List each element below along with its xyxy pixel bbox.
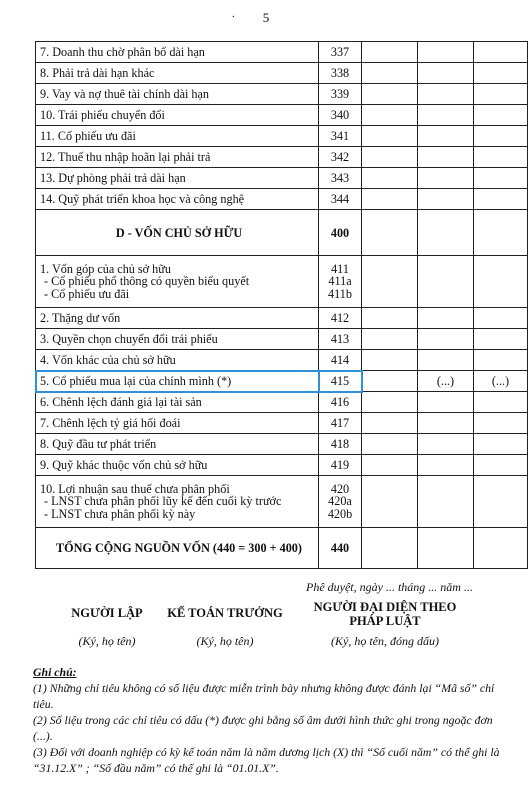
- row-end-value: [418, 126, 474, 147]
- table-row: [36, 42, 528, 63]
- row-label: [36, 210, 319, 256]
- table-row: [36, 434, 528, 455]
- balance-sheet-table: [35, 41, 528, 569]
- row-code: [319, 256, 362, 308]
- row-code: [319, 84, 362, 105]
- row-code: [319, 476, 362, 528]
- row-end-value: [418, 210, 474, 256]
- row-label: [36, 189, 319, 210]
- row-begin-value: [474, 413, 528, 434]
- table-row: [36, 350, 528, 371]
- table-row: [36, 308, 528, 329]
- row-label-text: 12. Thuế thu nhập hoãn lại phải trả: [40, 150, 211, 164]
- table-row: [36, 210, 528, 256]
- row-begin-value: [474, 126, 528, 147]
- row-label-text: 10. Lợi nhuận sau thuế chưa phân phối: [40, 481, 230, 496]
- row-begin-value: [474, 256, 528, 308]
- row-begin-value: [474, 189, 528, 210]
- row-code: [319, 147, 362, 168]
- row-begin-value: [474, 210, 528, 256]
- row-label: [36, 476, 319, 528]
- row-end-value: [418, 392, 474, 413]
- row-end-value: [418, 168, 474, 189]
- row-code-text: 411b: [328, 286, 352, 301]
- note-3: (3) Đối với doanh nghiệp có kỳ kế toán năm là năm dương lịch (X) thì “Số cuối năm” có thể ghi là “31.12.X” ; “Số đầu năm” có thể ghi là “01.01.X”.: [33, 745, 500, 775]
- row-label-text: 3. Quyền chọn chuyển đổi trái phiếu: [40, 332, 218, 346]
- row-label: [36, 371, 319, 392]
- row-code-text: 420b: [327, 506, 353, 521]
- row-code: [319, 350, 362, 371]
- row-end-value: [418, 476, 474, 528]
- row-begin-value: [474, 350, 528, 371]
- row-label: [36, 528, 319, 569]
- row-begin-value: [474, 392, 528, 413]
- row-code-text: 412: [330, 311, 350, 325]
- chief-accountant-title: KẾ TOÁN TRƯỞNG: [167, 606, 283, 620]
- row-code-text: 343: [330, 171, 350, 185]
- row-begin-value: [474, 528, 528, 569]
- row-code: [319, 63, 362, 84]
- row-code: [319, 413, 362, 434]
- row-label: [36, 84, 319, 105]
- table-row: [36, 189, 528, 210]
- row-begin-value: [474, 63, 528, 84]
- row-label-text: D - VỐN CHỦ SỞ HỮU: [115, 225, 243, 240]
- row-note-cell: [362, 476, 418, 528]
- row-begin-value: [474, 455, 528, 476]
- table-row: [36, 476, 528, 528]
- table-row: [36, 455, 528, 476]
- row-code-text: 418: [330, 437, 350, 451]
- row-code-text: 416: [330, 395, 350, 409]
- row-note-cell: [362, 42, 418, 63]
- row-end-value: (...): [418, 371, 474, 392]
- row-code: [319, 42, 362, 63]
- notes-section: [33, 664, 503, 776]
- row-note-cell: [362, 210, 418, 256]
- row-code-text: 339: [330, 87, 350, 101]
- row-label-text: 9. Vay và nợ thuê tài chính dài hạn: [40, 87, 210, 101]
- row-label: [36, 147, 319, 168]
- row-label-text: 7. Chênh lệch tỷ giá hối đoái: [40, 416, 181, 430]
- row-code-text: 337: [330, 45, 350, 59]
- row-note-cell: [362, 256, 418, 308]
- table-row: [36, 371, 528, 392]
- row-code: [319, 168, 362, 189]
- row-code: [319, 455, 362, 476]
- row-note-cell: [362, 84, 418, 105]
- row-note-cell: [362, 329, 418, 350]
- row-label: [36, 168, 319, 189]
- row-end-value: [418, 350, 474, 371]
- row-end-value: [418, 256, 474, 308]
- row-end-value: [418, 63, 474, 84]
- row-label: [36, 350, 319, 371]
- row-label: [36, 455, 319, 476]
- row-note-cell: [362, 392, 418, 413]
- row-label: [36, 329, 319, 350]
- row-code-text: 440: [330, 541, 350, 555]
- row-sublabel-text: - LNST chưa phân phối kỳ này: [44, 506, 196, 521]
- row-sublabel-text: - Cổ phiếu ưu đãi: [44, 286, 130, 301]
- table-row: [36, 329, 528, 350]
- row-label: [36, 256, 319, 308]
- row-end-value: [418, 329, 474, 350]
- row-note-cell: [362, 105, 418, 126]
- row-code: [319, 105, 362, 126]
- preparer-sign-note: (Ký, họ tên): [78, 634, 136, 648]
- row-end-value: [418, 413, 474, 434]
- row-begin-value: [474, 308, 528, 329]
- row-code-text: 417: [330, 416, 350, 430]
- row-code: [319, 528, 362, 569]
- page-number-text: 5: [262, 10, 270, 25]
- row-label: [36, 434, 319, 455]
- row-note-cell: [362, 434, 418, 455]
- row-code-text: 420: [330, 481, 350, 496]
- row-code: [319, 210, 362, 256]
- row-code-text: 413: [330, 332, 350, 346]
- row-label-text: 6. Chênh lệch đánh giá lại tài sản: [40, 395, 202, 409]
- table-row: [36, 256, 528, 308]
- row-label: [36, 105, 319, 126]
- row-end-value: [418, 147, 474, 168]
- note-1: (1) Những chỉ tiêu không có số liệu được miễn trình bày nhưng không được đánh lại “Mã số” chỉ tiêu.: [33, 681, 495, 711]
- row-label-text: 9. Quỹ khác thuộc vốn chủ sở hữu: [40, 458, 208, 472]
- row-note-cell: [362, 147, 418, 168]
- table-row: [36, 63, 528, 84]
- legal-representative-title: NGƯỜI ĐẠI DIỆN THEO PHÁP LUẬT: [313, 600, 457, 628]
- row-code: [319, 189, 362, 210]
- table-row: [36, 413, 528, 434]
- row-end-value: [418, 528, 474, 569]
- row-label-text: 2. Thặng dư vốn: [40, 311, 121, 325]
- approval-date: Phê duyệt, ngày ... tháng ... năm ...: [306, 580, 473, 594]
- row-note-cell: [362, 413, 418, 434]
- row-label-text: 13. Dự phòng phải trả dài hạn: [40, 171, 186, 185]
- row-code-text: 400: [330, 225, 350, 240]
- row-code-text: 411a: [328, 274, 352, 289]
- note-2: (2) Số liệu trong các chỉ tiêu có dấu (*) được ghi bằng số âm dưới hình thức ghi trong ngoặc đơn (...).: [33, 713, 493, 743]
- row-begin-value: [474, 147, 528, 168]
- row-label-text: 1. Vốn góp của chủ sở hữu: [40, 261, 171, 276]
- row-label: [36, 63, 319, 84]
- table-row: [36, 147, 528, 168]
- row-label-text: 14. Quỹ phát triển khoa học và công nghệ: [40, 192, 245, 206]
- row-label: [36, 308, 319, 329]
- row-begin-value: [474, 42, 528, 63]
- row-code-text: 344: [330, 192, 350, 206]
- row-code-text: 414: [330, 353, 350, 367]
- row-note-cell: [362, 371, 418, 392]
- row-code: [319, 434, 362, 455]
- row-code: [319, 371, 362, 392]
- row-label-text: 10. Trái phiếu chuyển đổi: [40, 108, 165, 122]
- row-end-value: [418, 434, 474, 455]
- row-code-text: 411: [331, 261, 349, 276]
- row-end-value: [418, 42, 474, 63]
- row-note-cell: [362, 168, 418, 189]
- row-note-cell: [362, 308, 418, 329]
- row-label: [36, 392, 319, 413]
- row-code: [319, 308, 362, 329]
- row-label-text: 11. Cổ phiếu ưu đãi: [40, 129, 136, 143]
- page-number: [0, 10, 532, 26]
- row-note-cell: [362, 528, 418, 569]
- row-label-text: 8. Quỹ đầu tư phát triển: [40, 437, 157, 451]
- row-code-text: 342: [330, 150, 350, 164]
- row-code-text: 340: [330, 108, 350, 122]
- row-begin-value: [474, 476, 528, 528]
- row-label-text: TỔNG CỘNG NGUỒN VỐN (440 = 300 + 400): [56, 541, 302, 555]
- row-begin-value: [474, 168, 528, 189]
- row-end-value: [418, 189, 474, 210]
- row-begin-value: [474, 329, 528, 350]
- row-note-cell: [362, 126, 418, 147]
- row-code-text: 419: [330, 458, 350, 472]
- row-end-value: [418, 84, 474, 105]
- row-label-text: 5. Cổ phiếu mua lại của chính mình (*): [40, 374, 232, 388]
- notes-heading: Ghi chú:: [33, 665, 77, 679]
- row-code: [319, 329, 362, 350]
- row-begin-value: [474, 434, 528, 455]
- row-end-value: [418, 455, 474, 476]
- row-begin-value: [474, 84, 528, 105]
- row-begin-value: (...): [474, 371, 528, 392]
- row-begin-value: [474, 105, 528, 126]
- chief-accountant-sign-note: (Ký, họ tên): [196, 634, 254, 648]
- table-row: [36, 392, 528, 413]
- row-label-text: 4. Vốn khác của chủ sở hữu: [40, 353, 176, 367]
- row-code-text: 341: [330, 129, 350, 143]
- table-row: [36, 528, 528, 569]
- row-note-cell: [362, 63, 418, 84]
- page-dot: .: [232, 8, 235, 20]
- table-row: [36, 105, 528, 126]
- row-label: [36, 413, 319, 434]
- row-end-value: [418, 105, 474, 126]
- row-label-text: 7. Doanh thu chờ phân bổ dài hạn: [40, 45, 205, 59]
- row-sublabel-text: - Cổ phiếu phổ thông có quyền biểu quyết: [44, 274, 250, 289]
- table-row: [36, 126, 528, 147]
- row-sublabel-text: - LNST chưa phân phối lũy kế đến cuối kỳ trước: [44, 494, 282, 509]
- preparer-title: NGƯỜI LẬP: [71, 606, 143, 620]
- row-code-text: 338: [330, 66, 350, 80]
- table-row: [36, 84, 528, 105]
- row-note-cell: [362, 455, 418, 476]
- row-note-cell: [362, 350, 418, 371]
- row-label-text: 8. Phải trả dài hạn khác: [40, 66, 155, 80]
- row-end-value: [418, 308, 474, 329]
- row-code: [319, 126, 362, 147]
- row-label: [36, 126, 319, 147]
- row-code: [319, 392, 362, 413]
- table-row: [36, 168, 528, 189]
- row-label: [36, 42, 319, 63]
- legal-representative-sign-note: (Ký, họ tên, đóng dấu): [331, 634, 439, 648]
- row-code-text: 420a: [328, 494, 352, 509]
- row-note-cell: [362, 189, 418, 210]
- row-code-text: 415: [330, 374, 350, 388]
